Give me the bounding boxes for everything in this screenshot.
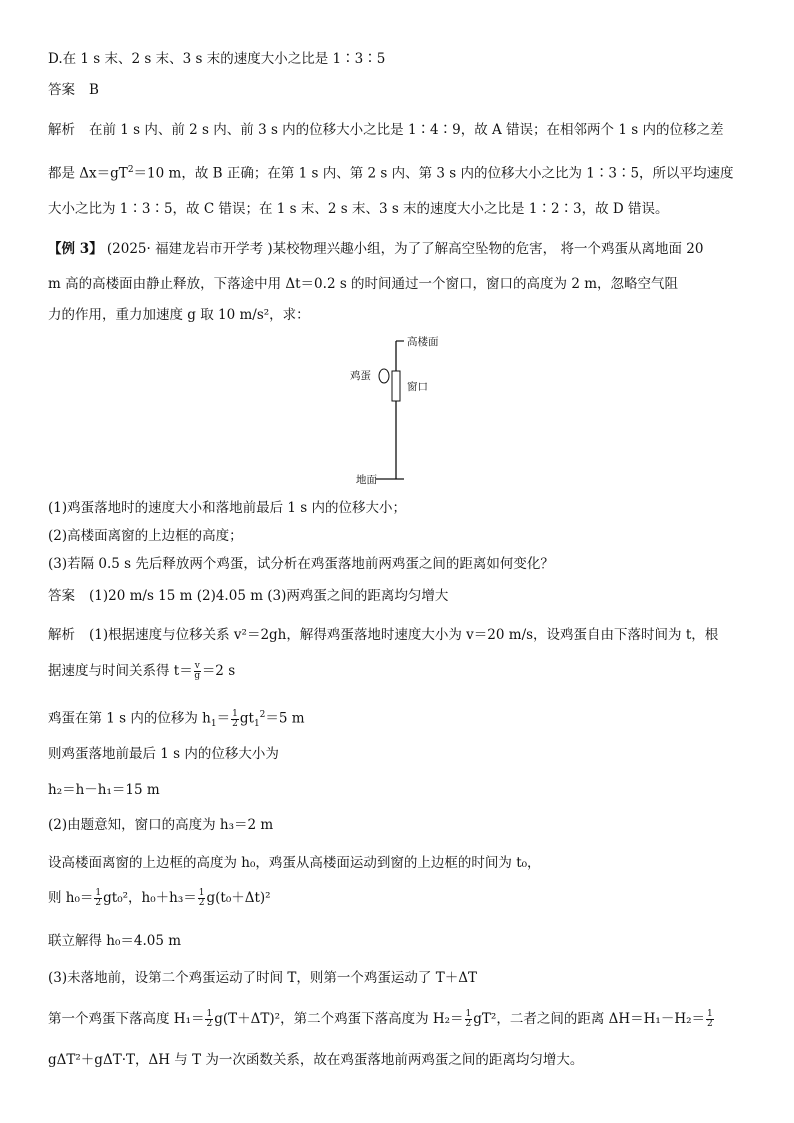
answer-1 (48, 80, 99, 100)
fraction-half (706, 1010, 714, 1029)
solution-line-4: 则鸡蛋落地前最后 1 s 内的位移大小为 (48, 746, 279, 762)
fraction-numerator: 1 (707, 1009, 713, 1019)
fraction-half (205, 1010, 213, 1029)
fraction-denominator: 2 (707, 1019, 713, 1029)
solution-text: (1)根据速度与位移关系 v²＝2gh，解得鸡蛋落地时速度大小为 v＝20 m/s，设鸡蛋自由下落时间为 t，根 (89, 627, 719, 643)
fraction-denominator: g (194, 671, 201, 681)
subscript: 1 (253, 719, 260, 730)
fraction-half (465, 1010, 473, 1029)
solution-line-7: 设高楼面离窗的上边框的高度为 h₀，鸡蛋从高楼面运动到窗的上边框的时间为 t₀， (48, 855, 541, 871)
fraction-denominator: 2 (95, 898, 102, 908)
solution-line-3: 鸡蛋在第 1 s 内的位移为 $h_1=$ $\frac{1}{2}$ $gt_1^2=5$ m (48, 708, 305, 730)
solution-line-9: 联立解得 h₀＝4.05 m (48, 933, 182, 949)
solution-text: ＝5 m (265, 710, 305, 727)
fraction-denominator: 2 (465, 1019, 472, 1029)
solution-text: g(t₀＋Δt)² (206, 890, 271, 906)
solution-line-2 (48, 661, 235, 681)
solution-line-6: (2)由题意知，窗口的高度为 h₃＝2 m (48, 817, 274, 833)
solution-line-8 (48, 888, 271, 908)
example-text: (2025· 福建龙岩市开学考 )某校物理兴趣小组，为了了解高空坠物的危害， 将一个鸡蛋从离地面 20 (102, 241, 704, 257)
fraction-numerator: 1 (95, 888, 102, 898)
answer-label: 答案 (48, 82, 75, 98)
example-3-line-3: 力的作用，重力加速度 g 取 10 m/s²，求： (48, 307, 310, 323)
explanation-text: ＝10 m，故 B 正确；在第 1 s 内、第 2 s 内、第 3 s 内的位移大小之比为 1∶3∶5，所以平均速度 (133, 165, 734, 182)
label-ground: 地面 (356, 474, 377, 485)
egg-drop-figure (346, 333, 466, 485)
solution-text: 则 h₀＝ (48, 890, 94, 906)
fraction-numerator: v (194, 661, 200, 671)
fraction-numerator: 1 (198, 888, 205, 898)
solution-line-1 (48, 625, 718, 645)
question-2: (2)高楼面离窗的上边框的高度； (48, 528, 243, 544)
fraction-half (198, 889, 206, 908)
solution-text: ＝2 s (201, 663, 236, 679)
fraction-half (94, 889, 102, 908)
example-3-line-2: m 高的高楼面由静止释放，下落途中用 Δt＝0.2 s 的时间通过一个窗口，窗口的高度为 2 m，忽略空气阻 (48, 276, 679, 292)
label-window: 窗口 (407, 381, 428, 393)
label-egg: 鸡蛋 (350, 370, 371, 382)
solution-text: gT²，二者之间的距离 ΔH＝H₁－H₂＝ (473, 1011, 706, 1027)
label-roof: 高楼面 (407, 336, 439, 348)
solution-text: gt (239, 710, 254, 727)
question-3: (3)若隔 0.5 s 先后释放两个鸡蛋，试分析在鸡蛋落地前两鸡蛋之间的距离如何变化？ (48, 556, 554, 572)
answer-value: (1)20 m/s 15 m (2)4.05 m (3)两鸡蛋之间的距离均匀增大 (89, 588, 449, 604)
explanation-label: 解析 (48, 627, 75, 643)
window-shape (392, 371, 400, 401)
fraction-denominator: 2 (198, 898, 205, 908)
egg-shape (379, 369, 389, 383)
answer-label: 答案 (48, 588, 75, 604)
fraction-numerator: 1 (465, 1009, 472, 1019)
explanation-1-line-1 (48, 120, 723, 140)
superscript: 2 (127, 165, 134, 175)
example-3-line-1 (48, 239, 703, 259)
fraction-v-over-g (194, 662, 201, 681)
solution-text: 据速度与时间关系得 t＝ (48, 663, 193, 679)
solution-text: 鸡蛋在第 1 s 内的位移为 h (48, 710, 211, 727)
solution-text: g(T＋ΔT)²，第二个鸡蛋下落高度为 H₂＝ (214, 1011, 464, 1027)
option-d: D.在 1 s 末、2 s 末、3 s 末的速度大小之比是 1∶3∶5 (48, 51, 386, 67)
subscript: 1 (210, 719, 217, 730)
answer-value: B (89, 82, 99, 98)
solution-text: 第一个鸡蛋下落高度 H₁＝ (48, 1011, 205, 1027)
solution-line-12: gΔT²＋gΔT·T，ΔH 与 T 为一次函数关系，故在鸡蛋落地前两鸡蛋之间的距离均匀增大。 (48, 1052, 584, 1068)
question-1: (1)鸡蛋落地时的速度大小和落地前最后 1 s 内的位移大小； (48, 500, 407, 516)
fraction-numerator: 1 (206, 1009, 213, 1019)
solution-line-11 (48, 1009, 715, 1029)
explanation-label: 解析 (48, 122, 75, 138)
explanation-text: 都是 Δx＝gT (48, 165, 128, 182)
example-tag: 【例 3】 (48, 241, 103, 257)
fraction-numerator: 1 (232, 708, 238, 719)
solution-line-5: h₂＝h－h₁＝15 m (48, 782, 160, 798)
solution-line-10: (3)未落地前，设第二个鸡蛋运动了时间 T，则第一个鸡蛋运动了 T＋ΔT (48, 970, 477, 986)
explanation-text: 在前 1 s 内、前 2 s 内、前 3 s 内的位移大小之比是 1∶4∶9，故 A 错误；在相邻两个 1 s 内的位移之差 (89, 122, 724, 138)
fraction-denominator: 2 (206, 1019, 213, 1029)
fraction-half (231, 710, 239, 729)
superscript: 2 (259, 710, 266, 720)
solution-text: gt₀²，h₀＋h₃＝ (103, 890, 197, 906)
fraction-denominator: 2 (232, 718, 238, 729)
explanation-1-line-3: 大小之比为 1∶3∶5，故 C 错误；在 1 s 末、2 s 末、3 s 末的速度大小之比是 1∶2∶3，故 D 错误。 (48, 201, 669, 217)
explanation-1-line-2 (48, 160, 734, 184)
answer-3 (48, 586, 448, 606)
